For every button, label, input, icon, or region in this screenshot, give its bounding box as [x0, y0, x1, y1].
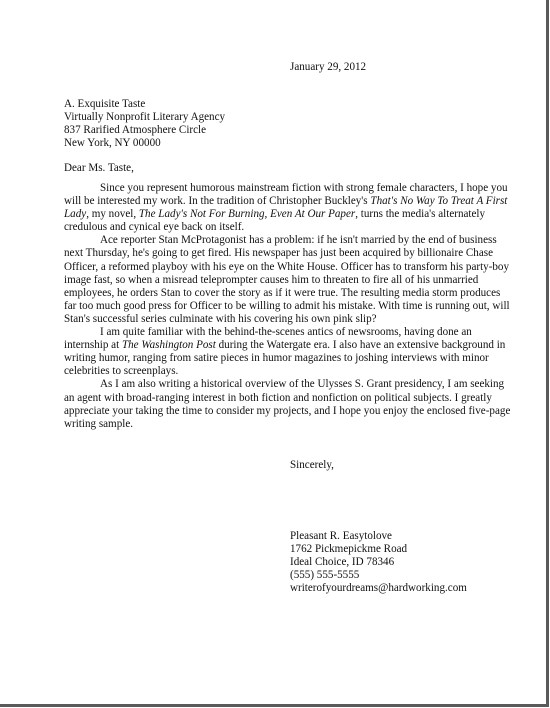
- sender-phone: (555) 555-5555: [290, 569, 360, 582]
- recipient-name: A. Exquisite Taste: [64, 98, 146, 110]
- letter-body: [64, 182, 512, 431]
- sender-name: Pleasant R. Easytolove: [290, 530, 392, 542]
- paragraph-intro-text-1: Since you represent humorous mainstream fiction with strong female characters, I hope you will be interested my work. In the tradition of Christopher Buckley's: [64, 182, 508, 208]
- recipient-city: New York, NY 00000: [64, 137, 161, 150]
- paragraph-intro: [64, 182, 512, 234]
- letter-date: January 29, 2012: [290, 61, 367, 73]
- salutation: Dear Ms. Taste,: [64, 162, 134, 174]
- paragraph-background-text-2: during the Watergate era. I also have an extensive background in writing humor, ranging from satire pieces in humor magazines to joshing interviews with minor celebrities to screenplays.: [64, 339, 506, 378]
- recipient-address: [64, 98, 225, 150]
- sender-city: Ideal Choice, ID 78346: [290, 556, 395, 569]
- paragraph-background: [64, 326, 512, 378]
- book-title-buckley: That's No Way To Treat A First Lady: [64, 195, 508, 221]
- sender-signature-block: [290, 530, 467, 595]
- paragraph-closing-remarks: As I am also writing a historical overview of the Ulysses S. Grant presidency, I am seeking an agent with broad-ranging interest in both fiction and nonfiction on political subjects. I greatly appreciate your taking the time to consider my projects, and I hope you enjoy the enclosed five-page writing sample.: [64, 378, 511, 430]
- recipient-agency: Virtually Nonprofit Literary Agency: [64, 111, 226, 124]
- paragraph-intro-text-2: , my novel,: [86, 208, 139, 221]
- sender-street: 1762 Pickmepickme Road: [290, 543, 408, 556]
- paragraph-intro-text-3: , turns the media's alternately credulous and cynical eye back on itself.: [64, 208, 486, 234]
- closing: Sincerely,: [290, 459, 334, 471]
- newspaper-name: The Washington Post: [121, 339, 216, 352]
- book-title-novel: The Lady's Not For Burning, Even At Our Paper: [138, 208, 356, 221]
- recipient-street: 837 Rarified Atmosphere Circle: [64, 124, 207, 137]
- paragraph-plot: Ace reporter Stan McProtagonist has a problem: if he isn't married by the end of business next Thursday, he's going to get fired. His newspaper has just been acquired by billionaire Chase Officer, a reformed playboy with his eye on the White House. Officer has to transform his party-boy image fast, so when a misread teleprompter causes him to threaten to fire all of his unmarried employees, he orders Stan to cover the story as if it were true. The resulting media storm produces far too much good press for Officer to be willing to admit his mistake. With time is running out, will Stan's successful series culminate with his covering his own pink slip?: [64, 234, 510, 325]
- sender-email: writerofyourdreams@hardworking.com: [290, 582, 467, 595]
- paragraph-background-text-1: I am quite familiar with the behind-the-scenes antics of newsrooms, having done an internship at: [64, 326, 472, 352]
